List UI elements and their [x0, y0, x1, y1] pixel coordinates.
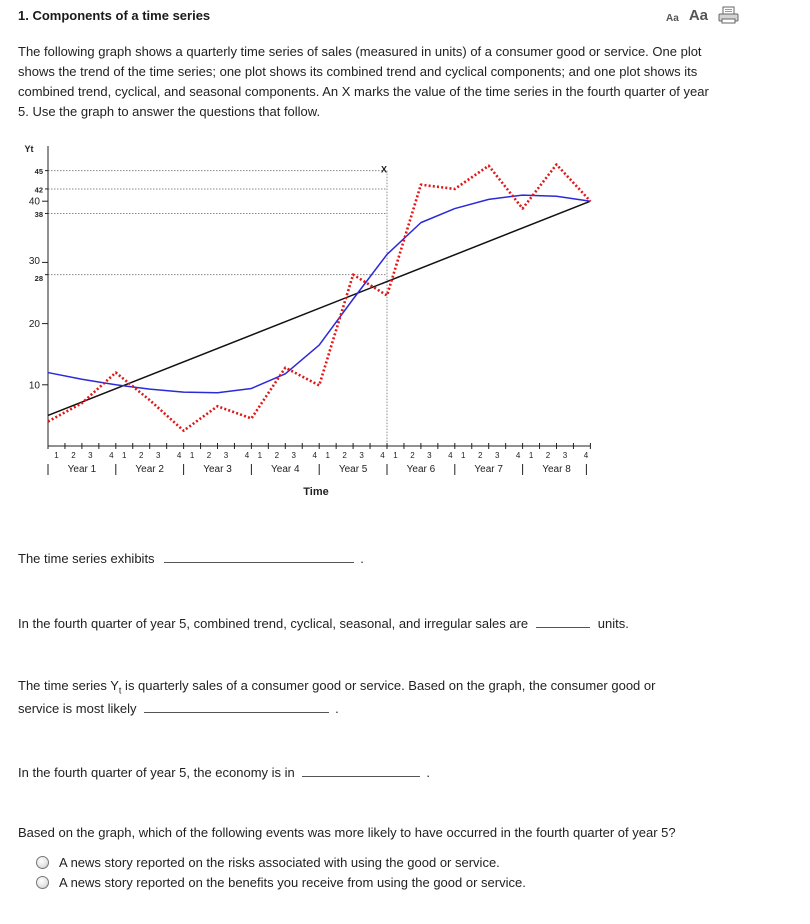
question-5-option-1[interactable]: [36, 855, 500, 870]
quarter-label-y2-q4: 4: [176, 451, 182, 460]
quarter-label-y3-q3: 3: [223, 451, 229, 460]
question-3-line-2: [18, 698, 339, 716]
quarter-label-y6-q4: 4: [448, 451, 453, 460]
quarter-label-y5-q4: 4: [380, 451, 385, 460]
quarter-label-y5-q1: 1: [325, 451, 330, 460]
quarter-label-y3-q4: 4: [244, 451, 250, 460]
y-axis-label: Yt: [24, 144, 34, 154]
question-3-answer-blank[interactable]: [144, 698, 329, 713]
x-axis-label: Time: [303, 486, 329, 498]
radio-button-option-1[interactable]: [36, 856, 49, 869]
quarter-label-y7-q4: 4: [515, 451, 521, 460]
question-3-subscript: t: [118, 685, 122, 696]
y-tick-label-38: 38: [34, 209, 43, 219]
quarter-label-y3-q2: 2: [206, 451, 212, 460]
quarter-label-y3-q1: 1: [189, 451, 195, 460]
quarter-label-y4-q4: 4: [312, 451, 317, 460]
question-3-text-b: is quarterly sales of a consumer good or service. Based on the graph, the consumer good or: [121, 678, 656, 693]
quarter-label-y1-q3: 3: [88, 451, 93, 460]
series-trend-cyclical-curve: [48, 195, 590, 393]
year-label-4: Year 4: [271, 464, 300, 475]
option-2-label: A news story reported on the benefits you receive from using the good or service.: [59, 875, 526, 890]
question-3-period: .: [335, 701, 339, 716]
year-label-7: Year 7: [474, 464, 503, 475]
quarter-label-y2-q1: 1: [122, 451, 127, 460]
quarter-label-y5-q2: 2: [342, 451, 347, 460]
quarter-label-y5-q3: 3: [359, 451, 364, 460]
quarter-label-y8-q3: 3: [562, 451, 568, 460]
quarter-label-y2-q3: 3: [155, 451, 161, 460]
question-5-option-2[interactable]: [36, 875, 526, 890]
quarter-label-y8-q4: 4: [583, 451, 589, 460]
quarter-label-y4-q1: 1: [257, 451, 263, 460]
question-2: [18, 613, 629, 631]
y-tick-label-30: 30: [28, 255, 40, 267]
intro-paragraph: The following graph shows a quarterly time series of sales (measured in units) of a consumer good or service. One plot shows the trend of the time series; one plot shows its combined trend and cyclical components; and one plot shows its combined trend, cyclical, and seasonal components. An X marks the value of the time series in the fourth quarter of year 5. Use the graph to answer the questions that follow.: [18, 44, 709, 119]
quarter-label-y7-q1: 1: [461, 451, 466, 460]
question-3: [18, 678, 655, 696]
font-smaller-button[interactable]: Aa: [666, 13, 679, 24]
quarter-label-y1-q1: 1: [54, 451, 59, 460]
question-4-text: In the fourth quarter of year 5, the economy is in: [18, 765, 295, 780]
year-label-6: Year 6: [406, 464, 436, 475]
question-4: [18, 762, 430, 780]
option-1-label: A news story reported on the risks associated with using the good or service.: [59, 855, 500, 870]
question-2-answer-blank[interactable]: [536, 613, 590, 628]
y-tick-label-42: 42: [34, 185, 43, 195]
quarter-label-y8-q2: 2: [545, 451, 551, 460]
quarter-label-y6-q1: 1: [393, 451, 398, 460]
quarter-label-y2-q2: 2: [138, 451, 144, 460]
year-label-2: Year 2: [135, 464, 164, 475]
series-seasonal-dotted-line: [48, 164, 590, 430]
y-tick-label-10: 10: [28, 380, 40, 392]
x-marker-label: X: [380, 164, 388, 175]
quarter-label-y1-q2: 2: [71, 451, 76, 460]
quarter-label-y8-q1: 1: [528, 451, 534, 460]
quarter-label-y4-q2: 2: [274, 451, 280, 460]
question-1-period: .: [360, 551, 364, 566]
quarter-label-y1-q4: 4: [109, 451, 114, 460]
time-series-chart: [0, 138, 620, 510]
year-label-1: Year 1: [67, 464, 97, 475]
toolbar: [666, 6, 740, 24]
radio-button-option-2[interactable]: [36, 876, 49, 889]
y-tick-label-45: 45: [34, 167, 43, 177]
year-label-3: Year 3: [203, 464, 232, 475]
y-tick-label-20: 20: [28, 319, 40, 331]
question-4-answer-blank[interactable]: [302, 762, 420, 777]
y-tick-label-40: 40: [28, 196, 40, 208]
year-label-5: Year 5: [338, 464, 368, 475]
print-icon[interactable]: [718, 6, 740, 24]
quarter-label-y7-q3: 3: [494, 451, 500, 460]
question-2-text: In the fourth quarter of year 5, combined trend, cyclical, seasonal, and irregular sales are: [18, 616, 529, 631]
question-3-text-a: The time series Y: [18, 678, 119, 693]
question-title: 1. Components of a time series: [18, 8, 211, 23]
quarter-label-y6-q3: 3: [427, 451, 432, 460]
font-larger-button[interactable]: Aa: [688, 7, 708, 24]
year-label-8: Year 8: [542, 464, 571, 475]
question-5: Based on the graph, which of the following events was more likely to have occurred in the fourth quarter of year 5?: [18, 825, 676, 840]
y-tick-label-28: 28: [34, 274, 43, 284]
question-1-answer-blank[interactable]: [164, 548, 354, 563]
quarter-label-y6-q2: 2: [410, 451, 415, 460]
question-4-period: .: [426, 765, 431, 780]
question-3-text-c: service is most likely: [18, 701, 137, 716]
question-2-units: units.: [597, 616, 629, 631]
question-1-text: The time series exhibits: [18, 551, 155, 566]
question-1: [18, 548, 364, 566]
quarter-label-y4-q3: 3: [291, 451, 297, 460]
quarter-label-y7-q2: 2: [477, 451, 483, 460]
